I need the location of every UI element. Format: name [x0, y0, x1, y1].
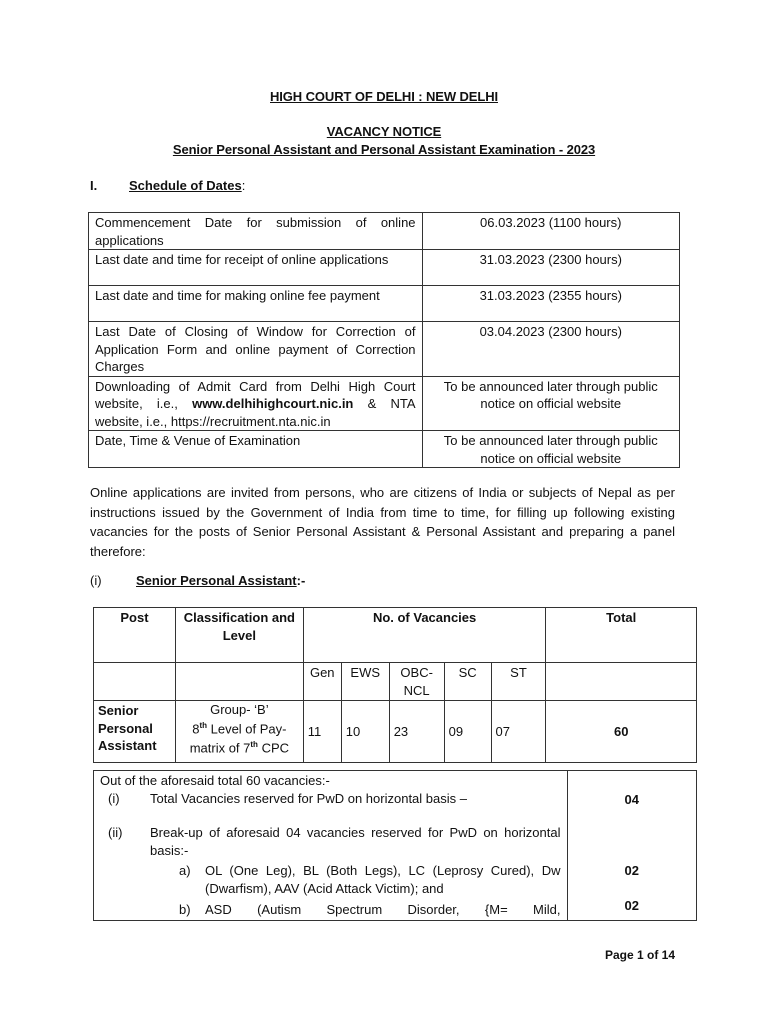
value-obc: 23: [389, 701, 444, 763]
subsection-number: (i): [90, 573, 102, 588]
word: (Autism: [257, 902, 302, 917]
word: {M=: [484, 902, 508, 917]
table-row: [94, 701, 697, 763]
pwd-item-b: [179, 901, 561, 919]
pwd-values: [567, 771, 697, 921]
value-st: 07: [491, 701, 546, 763]
post-name: Senior Personal Assistant: [94, 701, 176, 763]
empty-cell: [94, 663, 176, 701]
schedule-date: To be announced later through public notice on official website: [422, 431, 679, 468]
header-row: [94, 608, 697, 663]
category-sc: SC: [444, 663, 491, 701]
schedule-date: 06.03.2023 (1100 hours): [422, 213, 679, 250]
schedule-table: [88, 212, 680, 468]
subsection-heading: [90, 573, 305, 588]
item-text: Total Vacancies reserved for PwD on horizontal basis –: [150, 790, 467, 806]
value-sc: 09: [444, 701, 491, 763]
word: Mild,: [533, 902, 561, 917]
item-letter: b): [179, 902, 191, 917]
pwd-description: [94, 771, 568, 921]
section-heading-schedule: [90, 178, 245, 193]
subsection-suffix: :-: [296, 573, 306, 588]
nta-link[interactable]: https://recruitment.nta.nic.in: [170, 413, 331, 429]
high-court-link[interactable]: www.delhihighcourt.nic.in: [192, 396, 354, 411]
schedule-date: 03.04.2023 (2300 hours): [422, 322, 679, 377]
pwd-b-value: 02: [624, 898, 639, 913]
category-st: ST: [491, 663, 546, 701]
pwd-total-value: 04: [624, 792, 639, 807]
pwd-item-ii: [100, 824, 561, 859]
exam-title: Senior Personal Assistant and Personal Assistant Examination - 2023: [172, 142, 596, 157]
pwd-table: [93, 770, 697, 921]
schedule-event: Last date and time for making online fee payment: [89, 286, 423, 322]
table-row: [89, 213, 680, 250]
table-row: [89, 431, 680, 468]
word: ASD: [205, 902, 232, 917]
matrix-sup: th: [250, 740, 258, 750]
court-title: HIGH COURT OF DELHI : NEW DELHI: [270, 89, 498, 104]
empty-cell: [175, 663, 303, 701]
event-text: & NTA website, i.e.,: [95, 396, 416, 429]
subsection-label: Senior Personal Assistant: [136, 573, 297, 588]
schedule-event: Date, Time & Venue of Examination: [89, 431, 423, 468]
table-row: [89, 376, 680, 431]
category-gen: Gen: [303, 663, 341, 701]
level-num: 8: [192, 721, 200, 737]
table-row: [89, 286, 680, 322]
category-row: [94, 663, 697, 701]
item-number: (ii): [108, 825, 123, 840]
notice-title: VACANCY NOTICE: [326, 124, 442, 139]
schedule-date: 31.03.2023 (2355 hours): [422, 286, 679, 322]
category-ews: EWS: [341, 663, 389, 701]
page-number: Page 1 of 14: [605, 948, 676, 962]
level-text: [180, 718, 299, 737]
section-number: I.: [90, 178, 98, 193]
pwd-item-i: [100, 790, 561, 808]
item-number: (i): [108, 790, 120, 806]
schedule-event: [89, 376, 423, 431]
pwd-intro: Out of the aforesaid total 60 vacancies:-: [100, 773, 330, 788]
table-row: [89, 322, 680, 377]
word: Spectrum: [326, 902, 383, 917]
schedule-event: Last Date of Closing of Window for Correction of Application Form and online payment of Correction Charges: [89, 322, 423, 377]
schedule-date: To be announced later through public notice on official website: [422, 376, 679, 431]
matrix-label: matrix of 7: [189, 740, 251, 756]
item-letter: a): [179, 863, 191, 878]
group-text: Group- ‘B’: [210, 702, 269, 717]
value-ews: 10: [341, 701, 389, 763]
item-text: Break-up of aforesaid 04 vacancies reserved for PwD on horizontal basis:-: [150, 825, 561, 858]
schedule-date: 31.03.2023 (2300 hours): [422, 250, 679, 286]
matrix-suffix: CPC: [257, 740, 290, 756]
table-row: [94, 771, 697, 921]
category-obc: OBC-NCL: [389, 663, 444, 701]
header-vacancies: No. of Vacancies: [303, 608, 546, 663]
schedule-event: Commencement Date for submission of online applications: [89, 213, 423, 250]
intro-paragraph: Online applications are invited from persons, who are citizens of India or subjects of Nepal as per instructions issued by the Government of India from time to time, for filling up following existing vacancies for the posts of Senior Personal Assistant & Personal Assistant and preparing a panel therefore:: [90, 485, 675, 559]
classification-cell: [175, 701, 303, 763]
empty-cell: [546, 663, 697, 701]
event-text: Downloading of Admit Card from Delhi High Court website, i.e.,: [95, 378, 416, 411]
item-text: [205, 901, 561, 919]
level-label: Level of Pay-: [207, 721, 287, 737]
pwd-item-a: [179, 862, 561, 897]
pwd-a-value: 02: [624, 863, 639, 878]
matrix-text: [180, 737, 299, 756]
schedule-event: Last date and time for receipt of online applications: [89, 250, 423, 286]
table-row: [89, 250, 680, 286]
vacancy-table: [93, 607, 697, 763]
word: Disorder,: [407, 902, 460, 917]
value-total: 60: [546, 701, 697, 763]
section-suffix: :: [241, 178, 246, 193]
level-sup: th: [199, 721, 207, 730]
value-gen: 11: [303, 701, 341, 763]
header-post: Post: [94, 608, 176, 663]
header-classification: Classification and Level: [175, 608, 303, 663]
header-total: Total: [546, 608, 697, 663]
section-label: Schedule of Dates: [129, 178, 242, 193]
item-text: OL (One Leg), BL (Both Legs), LC (Leprosy Cured), Dw (Dwarfism), AAV (Acid Attack Victim); and: [205, 863, 561, 896]
